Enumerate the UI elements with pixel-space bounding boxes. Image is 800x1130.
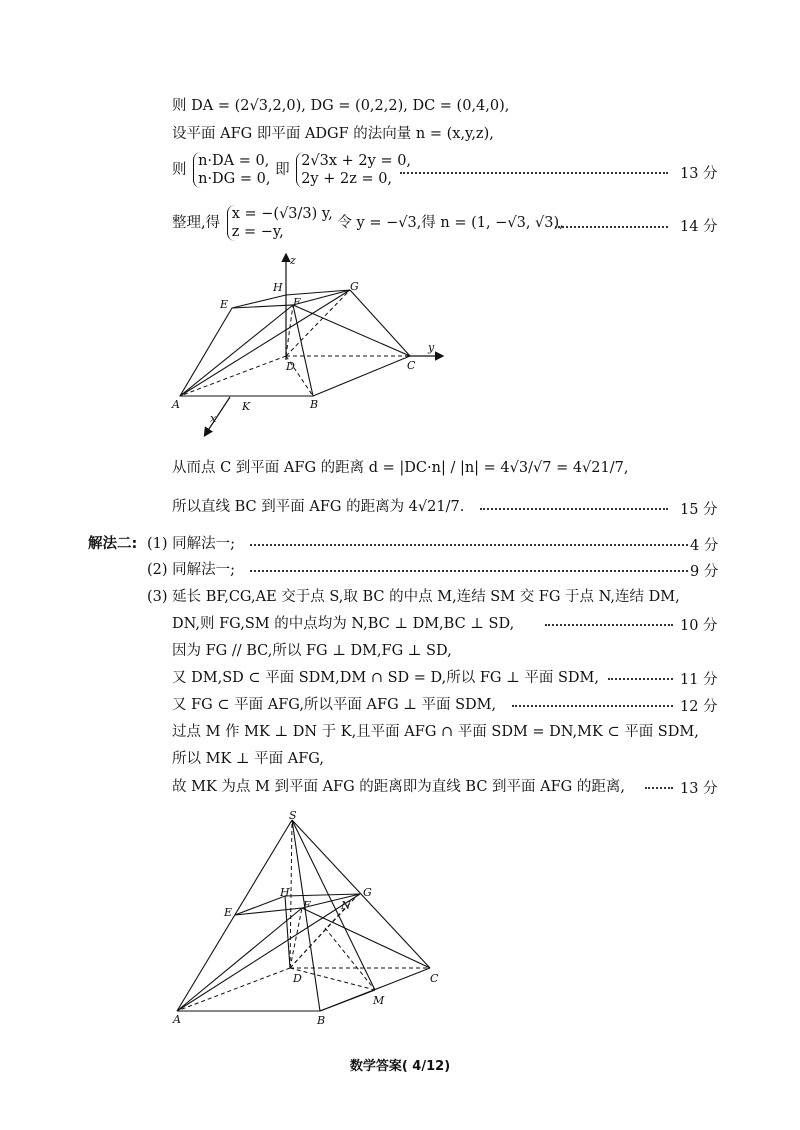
- dot-leader: [608, 678, 673, 680]
- label-a: A: [172, 398, 180, 411]
- equation-system-left: [193, 152, 270, 188]
- text-prefix: 整理,得: [172, 215, 221, 231]
- label-s: S: [289, 809, 297, 822]
- distance-line: 从而点 C 到平面 AFG 的距离 d = |DC·n| / |n| = 4√3/√7 = 4√21/7,: [172, 460, 629, 476]
- label-k: K: [242, 400, 251, 413]
- label-c: C: [407, 359, 416, 372]
- label-b: B: [317, 1014, 326, 1027]
- score: 10 分: [680, 618, 718, 634]
- label-f: F: [293, 296, 301, 309]
- label-d: D: [286, 360, 295, 373]
- label-a: A: [173, 1013, 181, 1026]
- dot-leader: [250, 544, 688, 546]
- dot-leader: [645, 787, 673, 789]
- score: 4 分: [690, 538, 719, 554]
- method-label: 解法二:: [88, 536, 138, 552]
- text-prefix: 则: [172, 98, 187, 114]
- part-1: (1) 同解法一;: [147, 536, 236, 552]
- text-mid: 令 y = −√3,得 n = (1, −√3, √3),: [337, 215, 564, 231]
- vector-line: [172, 96, 509, 116]
- part-3-b: DN,则 FG,SM 的中点均为 N,BC ⊥ DM,BC ⊥ SD,: [172, 616, 515, 632]
- part-3-d: 又 DM,SD ⊂ 平面 SDM,DM ∩ SD = D,所以 FG ⊥ 平面 SDM,: [172, 670, 599, 686]
- part-3-h: 故 MK 为点 M 到平面 AFG 的距离即为直线 BC 到平面 AFG 的距离,: [172, 779, 625, 795]
- dot-leader: [545, 624, 673, 626]
- score: 15 分: [680, 502, 718, 518]
- part-3-a: (3) 延长 BF,CG,AE 交于点 S,取 BC 的中点 M,连结 SM 交 FG 于点 N,连结 DM,: [147, 589, 680, 605]
- part-2: (2) 同解法一;: [147, 562, 236, 578]
- score: 12 分: [680, 699, 718, 715]
- dot-leader: [250, 570, 688, 572]
- dot-leader: [400, 172, 668, 174]
- score: 13 分: [680, 166, 718, 182]
- score: 14 分: [680, 219, 718, 235]
- text-prefix: 则: [172, 162, 187, 178]
- pyramid-figure: [165, 808, 455, 1033]
- label-x: x: [210, 412, 217, 425]
- score: 13 分: [680, 781, 718, 797]
- page-footer: 数学答案( 4/12): [349, 1059, 451, 1074]
- part-3-e: 又 FG ⊂ 平面 AFG,所以平面 AFG ⊥ 平面 SDM,: [172, 697, 497, 713]
- label-c: C: [430, 972, 439, 985]
- system-line-1: [172, 150, 411, 190]
- equation: n·DG = 0,: [198, 171, 271, 187]
- system-line-2: [172, 203, 564, 243]
- score: 11 分: [680, 672, 718, 688]
- part-3-c: 因为 FG // BC,所以 FG ⊥ DM,FG ⊥ SD,: [172, 643, 452, 659]
- label-h: H: [273, 281, 283, 294]
- x-axis: [205, 397, 230, 435]
- equation: 2√3x + 2y = 0,: [301, 153, 412, 169]
- label-y: y: [428, 341, 435, 354]
- part-3-f: 过点 M 作 MK ⊥ DN 于 K,且平面 AFG ∩ 平面 SDM = DN,MK ⊂ 平面 SDM,: [172, 724, 699, 740]
- dot-leader: [512, 705, 673, 707]
- label-m: M: [373, 994, 385, 1007]
- label-g: G: [350, 280, 359, 293]
- equation: z = −y,: [231, 224, 284, 240]
- label-h: H: [280, 886, 290, 899]
- dot-leader: [480, 508, 668, 510]
- equation-system: [227, 205, 333, 241]
- label-n: N: [341, 899, 351, 912]
- equation: 2y + 2z = 0,: [301, 171, 393, 187]
- equation: x = −(√3/3) y,: [231, 206, 333, 222]
- part-3-g: 所以 MK ⊥ 平面 AFG,: [172, 751, 324, 767]
- dot-leader: [555, 226, 668, 228]
- coordinate-figure: [160, 250, 460, 440]
- equation: n·DA = 0,: [198, 153, 270, 169]
- normal-vector-line: 设平面 AFG 即平面 ADGF 的法向量 n = (x,y,z),: [172, 126, 494, 142]
- label-g: G: [363, 886, 372, 899]
- label-z: z: [290, 254, 296, 267]
- solid-edges: [177, 820, 430, 1011]
- score: 9 分: [690, 564, 719, 580]
- label-e: E: [224, 906, 233, 919]
- label-f: F: [303, 899, 311, 912]
- equation-system-right: [296, 152, 411, 188]
- label-e: E: [220, 298, 229, 311]
- label-d: D: [293, 972, 302, 985]
- vectors-text: DA = (2√3,2,0), DG = (0,2,2), DC = (0,4,0),: [191, 98, 510, 114]
- label-b: B: [310, 398, 319, 411]
- text-mid: 即: [275, 162, 290, 178]
- conclusion-line: 所以直线 BC 到平面 AFG 的距离为 4√21/7.: [172, 499, 465, 515]
